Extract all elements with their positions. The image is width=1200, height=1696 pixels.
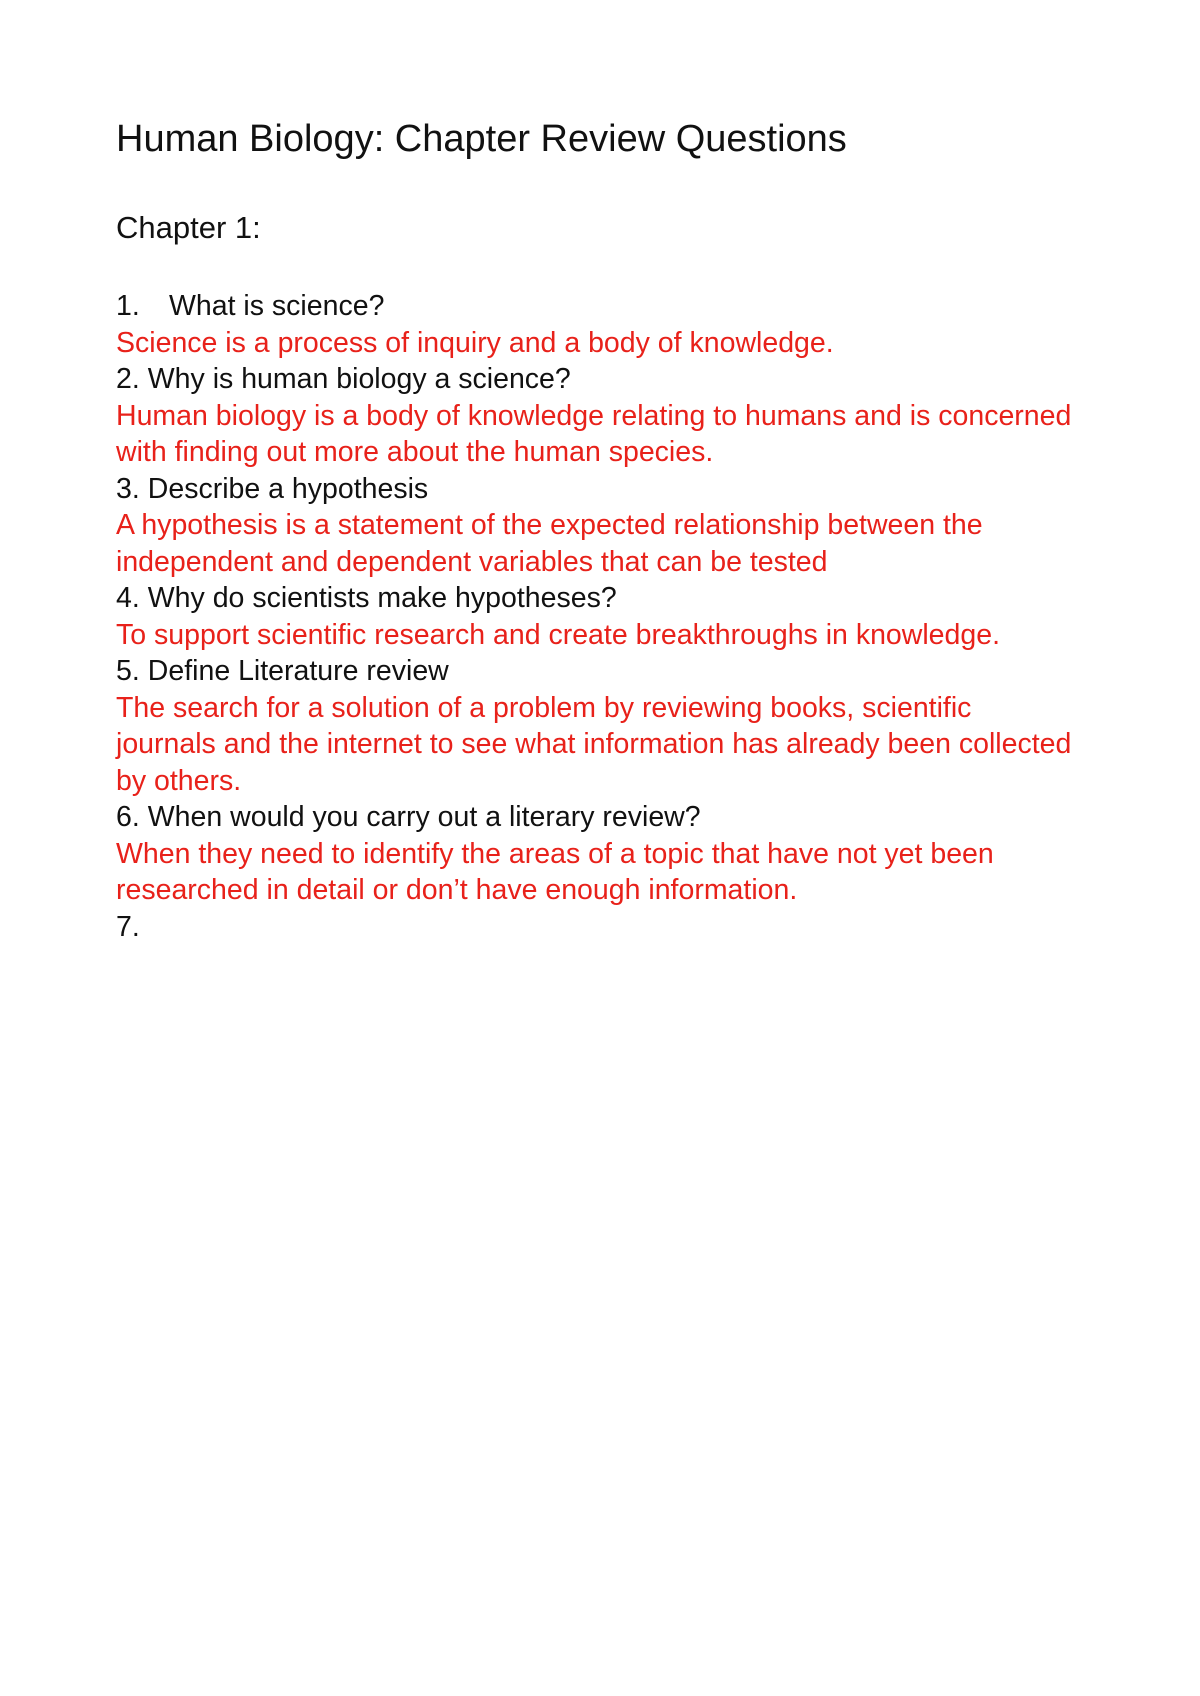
qa-item-1: [116, 288, 1076, 361]
question-1: [116, 288, 1076, 325]
question-text: Why do scientists make hypotheses?: [147, 582, 617, 614]
question-number: 4.: [116, 582, 140, 614]
question-2: [116, 361, 1076, 398]
answer-2: Human biology is a body of knowledge relating to humans and is concerned with finding out more about the human species.: [116, 399, 1072, 468]
question-number: 1.: [116, 290, 140, 322]
qa-item-3: [116, 471, 1076, 581]
chapter-heading: Chapter 1:: [116, 210, 261, 245]
question-answer-list: [116, 288, 1076, 945]
question-number: 5.: [116, 655, 140, 687]
document-title: Human Biology: Chapter Review Questions: [116, 118, 847, 160]
question-text: What is science?: [169, 290, 385, 322]
question-3: [116, 471, 1076, 508]
question-4: [116, 580, 1076, 617]
question-text: Why is human biology a science?: [147, 363, 571, 395]
qa-item-5: [116, 653, 1076, 799]
question-text: Define Literature review: [147, 655, 449, 687]
question-6: [116, 799, 1076, 836]
answer-6: When they need to identify the areas of a topic that have not yet been researched in detail or don’t have enough information.: [116, 837, 994, 906]
question-text: Describe a hypothesis: [147, 472, 429, 505]
answer-1: Science is a process of inquiry and a body of knowledge.: [116, 326, 834, 359]
question-number: 6.: [116, 801, 140, 833]
question-number: 3.: [116, 472, 140, 505]
question-text: When would you carry out a literary review?: [147, 801, 701, 833]
qa-item-2: [116, 361, 1076, 471]
question-number: 2.: [116, 363, 140, 395]
qa-item-7: [116, 909, 1076, 946]
qa-item-4: [116, 580, 1076, 653]
question-7: [116, 909, 1076, 946]
answer-5: The search for a solution of a problem by reviewing books, scientific journals and the internet to see what information has already been collected by others.: [116, 691, 1072, 797]
answer-3: A hypothesis is a statement of the expected relationship between the independent and dependent variables that can be tested: [116, 509, 983, 578]
qa-item-6: [116, 799, 1076, 909]
question-5: [116, 653, 1076, 690]
question-number: 7.: [116, 910, 140, 943]
answer-4: To support scientific research and create breakthroughs in knowledge.: [116, 618, 1001, 651]
